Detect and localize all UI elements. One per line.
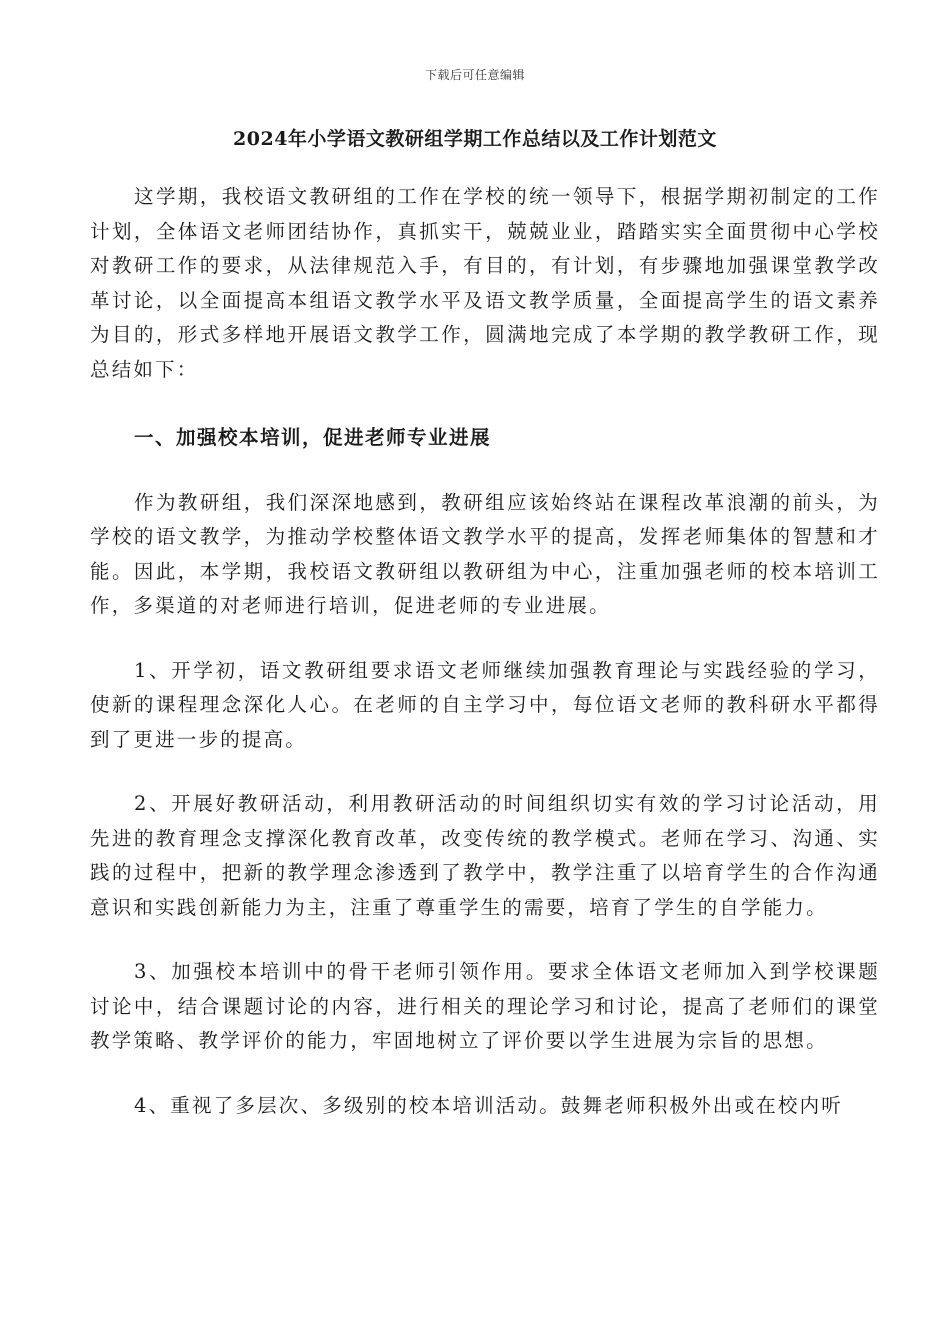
document-body xyxy=(90,180,880,1123)
list-item-4: 4、重视了多层次、多级别的校本培训活动。鼓舞老师积极外出或在校内听 xyxy=(134,1093,844,1117)
header-note: 下载后可任意编辑 xyxy=(424,68,525,82)
intro-paragraph: 这学期，我校语文教研组的工作在学校的统一领导下，根据学期初制定的工作计划，全体语文老师团结协作，真抓实干，兢兢业业，踏踏实实全面贯彻中心学校对教研工作的要求，从法律规范入手，有目的，有计划，有步骤地加强课堂教学改革讨论，以全面提高本组语文教学水平及语文教学质量，全面提高学生的语文素养为目的，形式多样地开展语文教学工作，圆满地完成了本学期的教学教研工作，现总结如下： xyxy=(90,185,880,381)
list-item-3: 3、加强校本培训中的骨干老师引领作用。要求全体语文老师加入到学校课题讨论中，结合课题讨论的内容，进行相关的理论学习和讨论，提高了老师们的课堂教学策略、教学评价的能力，牢固地树立了评价要以学生进展为宗旨的思想。 xyxy=(90,960,880,1052)
list-item-1: 1、开学初，语文教研组要求语文老师继续加强教育理论与实践经验的学习，使新的课程理念深化人心。在老师的自主学习中，每位语文老师的教科研水平都得到了更进一步的提高。 xyxy=(90,658,880,751)
section-lead-paragraph: 作为教研组，我们深深地感到，教研组应该始终站在课程改革浪潮的前头，为学校的语文教学，为推动学校整体语文教学水平的提高，发挥老师集体的智慧和才能。因此，本学期，我校语文教研组以教研组为中心，注重加强老师的校本培训工作，多渠道的对老师进行培训，促进老师的专业进展。 xyxy=(90,490,880,617)
document-title: 2024年小学语文教研组学期工作总结以及工作计划范文 xyxy=(233,128,717,150)
section-heading: 一、加强校本培训，促进老师专业进展 xyxy=(134,426,492,449)
list-item-2: 2、开展好教研活动，利用教研活动的时间组织切实有效的学习讨论活动，用先进的教育理念支撑深化教育改革，改变传统的教学模式。老师在学习、沟通、实践的过程中，把新的教学理念渗透到了教学中，教学注重了以培育学生的合作沟通意识和实践创新能力为主，注重了尊重学生的需要，培育了学生的自学能力。 xyxy=(90,792,880,919)
